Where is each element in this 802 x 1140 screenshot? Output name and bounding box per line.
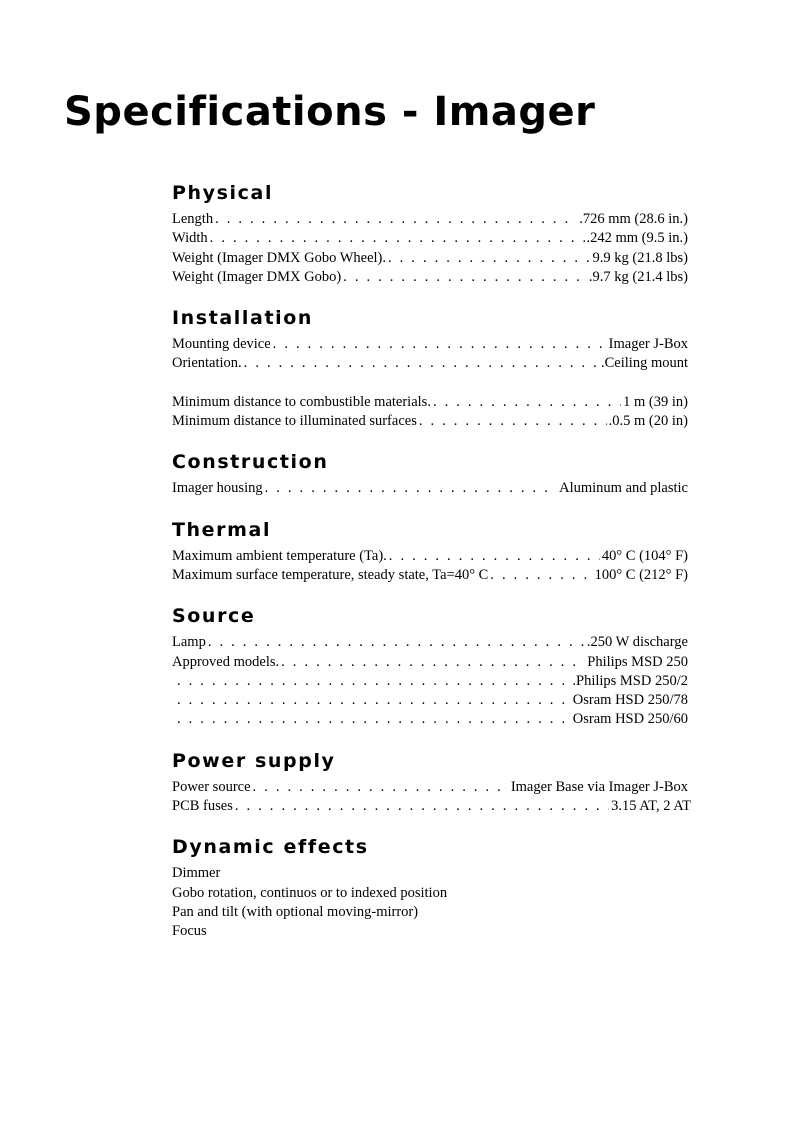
spec-row-min-distance-illuminated xyxy=(172,412,688,431)
dot-leader xyxy=(265,479,558,498)
section-power-supply xyxy=(172,748,691,817)
spec-value: .242 mm (9.5 in.) xyxy=(586,230,688,247)
spec-value: 3.15 AT, 2 AT xyxy=(611,798,691,815)
dot-leader xyxy=(419,412,607,431)
spec-row-min-distance-combustible xyxy=(172,393,688,412)
spec-label: Approved models. xyxy=(172,653,280,670)
dot-leader xyxy=(215,210,577,229)
section-dynamic-effects xyxy=(172,834,688,941)
spec-value: .250 W discharge xyxy=(586,634,688,651)
section-heading: Power supply xyxy=(172,749,336,772)
section-heading: Construction xyxy=(172,451,329,474)
spec-row-lamp xyxy=(172,633,688,652)
spec-label: Minimum distance to illuminated surfaces xyxy=(172,413,417,430)
section-thermal xyxy=(172,517,688,586)
dot-leader xyxy=(253,778,509,797)
spec-row-weight-gobo-wheel xyxy=(172,249,688,268)
dot-leader xyxy=(174,672,570,691)
dot-leader xyxy=(273,335,607,354)
spec-label: Power source xyxy=(172,778,251,795)
spec-label: Weight (Imager DMX Gobo) xyxy=(172,268,342,285)
spec-row-max-ambient-temp xyxy=(172,547,688,566)
spec-value: .726 mm (28.6 in.) xyxy=(579,211,688,227)
effect-item: Gobo rotation, continuos or to indexed position xyxy=(172,884,448,901)
spec-row-mounting-device xyxy=(172,335,688,354)
spec-value: Aluminum and plastic xyxy=(559,480,688,497)
spec-value: 9.9 kg (21.8 lbs) xyxy=(592,249,688,266)
spec-row-approved-model xyxy=(172,710,688,729)
spec-label: Imager housing xyxy=(172,480,263,497)
spec-label: Maximum ambient temperature (Ta). xyxy=(172,547,387,564)
spec-value: .Philips MSD 250/2 xyxy=(572,672,688,689)
dot-leader xyxy=(389,547,600,566)
spec-value: .0.5 m (20 in) xyxy=(608,413,688,430)
spec-row-weight-gobo xyxy=(172,268,688,287)
spec-row-max-surface-temp xyxy=(172,566,688,585)
spec-row-length xyxy=(172,210,688,229)
dot-leader xyxy=(388,249,591,268)
dot-leader xyxy=(174,691,571,710)
section-heading: Source xyxy=(172,605,256,628)
dot-leader xyxy=(235,797,609,816)
effect-item: Dimmer xyxy=(172,865,221,882)
spec-label: Maximum surface temperature, steady state, Ta=40° C xyxy=(172,566,489,583)
spec-row-orientation xyxy=(172,354,688,373)
spec-value: Osram HSD 250/78 xyxy=(572,692,688,709)
spec-label: Lamp xyxy=(172,634,206,651)
spec-label: Length xyxy=(172,211,214,227)
dot-leader xyxy=(490,566,592,585)
dot-leader xyxy=(174,710,571,729)
spec-row-approved-models xyxy=(172,653,688,672)
spec-row-width xyxy=(172,229,688,248)
section-heading: Installation xyxy=(172,307,314,330)
spec-value: 1 m (39 in) xyxy=(623,393,688,410)
effect-item: Focus xyxy=(172,923,207,940)
spec-label: PCB fuses xyxy=(172,798,233,815)
dot-leader xyxy=(433,393,621,412)
spec-value: .9.7 kg (21.4 lbs) xyxy=(588,268,688,285)
spec-row-approved-model xyxy=(172,672,688,691)
dot-leader xyxy=(244,354,599,373)
section-source xyxy=(172,603,688,729)
spec-value: .Ceiling mount xyxy=(601,355,688,372)
spec-row-pcb-fuses xyxy=(172,797,691,816)
spec-label: Orientation. xyxy=(172,355,242,372)
spec-value: Osram HSD 250/60 xyxy=(572,711,688,728)
dot-leader xyxy=(281,653,585,672)
dot-leader xyxy=(210,229,585,248)
spec-row-housing xyxy=(172,479,688,498)
spec-label: Width xyxy=(172,230,208,247)
effect-item: Pan and tilt (with optional moving-mirror) xyxy=(172,903,419,920)
spec-value: Imager J-Box xyxy=(608,336,688,353)
spec-value: Philips MSD 250 xyxy=(587,653,688,670)
dot-leader xyxy=(208,633,585,652)
spec-label: Minimum distance to combustible materials. xyxy=(172,393,431,410)
section-heading: Physical xyxy=(172,182,274,204)
section-construction xyxy=(172,449,688,498)
section-physical xyxy=(172,180,688,287)
spec-value: 100° C (212° F) xyxy=(594,566,688,583)
section-installation xyxy=(172,305,688,431)
spacer xyxy=(172,374,688,393)
spec-content xyxy=(172,180,691,960)
section-heading: Dynamic effects xyxy=(172,836,369,859)
spec-label: Weight (Imager DMX Gobo Wheel). xyxy=(172,249,386,266)
spec-value: 40° C (104° F) xyxy=(601,547,688,564)
section-heading: Thermal xyxy=(172,518,272,541)
spec-row-power-source xyxy=(172,778,688,797)
dot-leader xyxy=(343,268,587,287)
page-title: Specifications - Imager xyxy=(64,89,596,135)
spec-label: Mounting device xyxy=(172,336,271,353)
spec-row-approved-model xyxy=(172,691,688,710)
spec-value: Imager Base via Imager J-Box xyxy=(510,778,688,795)
